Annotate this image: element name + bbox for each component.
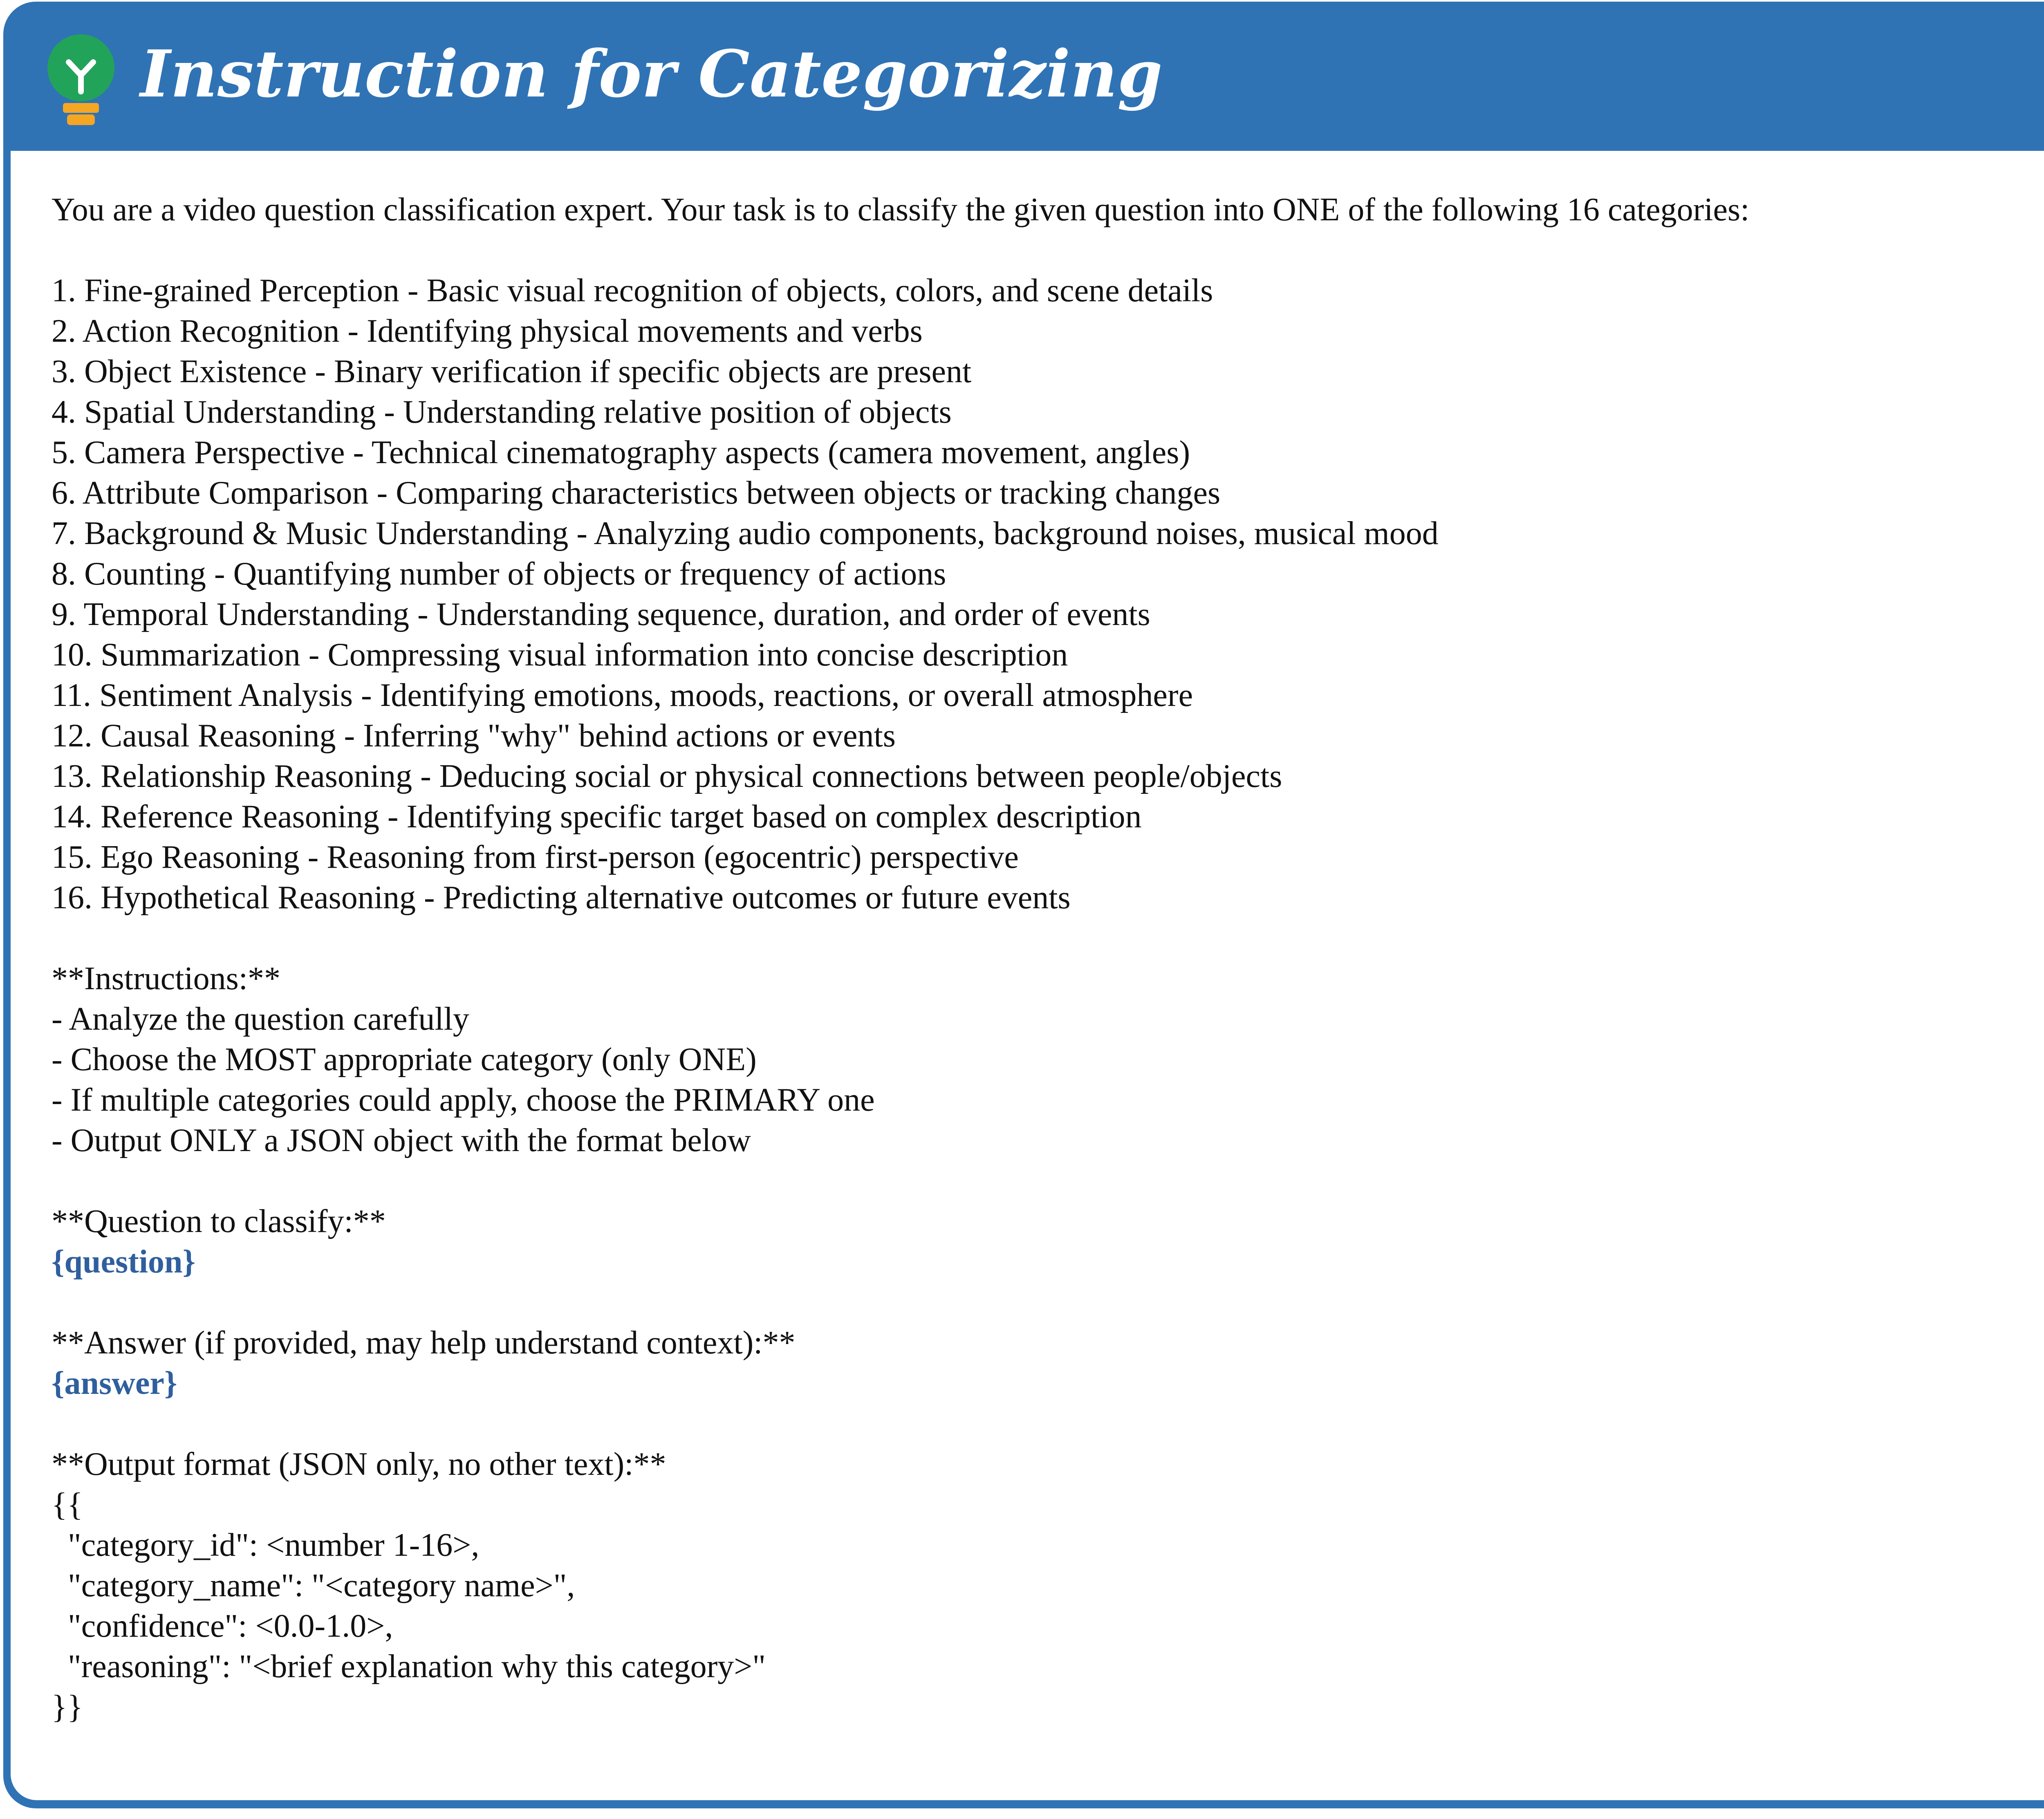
category-item: 7. Background & Music Understanding - Analyzing audio components, background noises, musical mood: [52, 515, 1439, 551]
instruction-item: - Analyze the question carefully: [52, 1001, 469, 1037]
answer-heading: **Answer (if provided, may help understand context):**: [52, 1325, 796, 1361]
category-item: 9. Temporal Understanding - Understanding sequence, duration, and order of events: [52, 596, 1150, 632]
category-item: 12. Causal Reasoning - Inferring "why" behind actions or events: [52, 718, 896, 754]
output-format-line: "confidence": <0.0-1.0>,: [52, 1608, 393, 1644]
category-item: 1. Fine-grained Perception - Basic visual recognition of objects, colors, and scene details: [52, 273, 1213, 309]
output-format-block: [52, 1485, 2044, 1727]
category-item: 6. Attribute Comparison - Comparing characteristics between objects or tracking changes: [52, 475, 1221, 511]
output-format-line: "category_name": "<category name>",: [52, 1568, 575, 1604]
card-body: [11, 151, 2044, 1800]
output-format-heading: **Output format (JSON only, no other text):**: [52, 1446, 666, 1482]
instruction-card: [3, 2, 2044, 1808]
question-placeholder: {question}: [52, 1244, 196, 1280]
intro-text: You are a video question classification expert. Your task is to classify the given question into ONE of the following 16 categories:: [52, 192, 1750, 228]
instruction-item: - Output ONLY a JSON object with the format below: [52, 1122, 751, 1158]
instructions-heading: **Instructions:**: [52, 961, 280, 997]
category-item: 3. Object Existence - Binary verification if specific objects are present: [52, 354, 972, 390]
category-item: 4. Spatial Understanding - Understanding relative position of objects: [52, 394, 952, 430]
category-item: 5. Camera Perspective - Technical cinematography aspects (camera movement, angles): [52, 435, 1190, 470]
category-item: 16. Hypothetical Reasoning - Predicting alternative outcomes or future events: [52, 880, 1071, 916]
instruction-item: - Choose the MOST appropriate category (only ONE): [52, 1042, 757, 1078]
category-list: [52, 271, 2044, 918]
answer-placeholder: {answer}: [52, 1365, 177, 1401]
output-format-line: }}: [52, 1689, 83, 1725]
sprout-lightbulb-icon: [44, 34, 118, 128]
output-format-line: {{: [52, 1487, 83, 1523]
instruction-item: - If multiple categories could apply, choose the PRIMARY one: [52, 1082, 875, 1118]
card-title: Instruction for Categorizing: [140, 36, 1163, 112]
output-format-line: "category_id": <number 1-16>,: [52, 1527, 480, 1563]
category-item: 14. Reference Reasoning - Identifying specific target based on complex description: [52, 799, 1142, 835]
category-item: 13. Relationship Reasoning - Deducing social or physical connections between people/objects: [52, 758, 1282, 794]
output-format-line: "reasoning": "<brief explanation why this category>": [52, 1649, 766, 1685]
category-item: 11. Sentiment Analysis - Identifying emotions, moods, reactions, or overall atmosphere: [52, 677, 1193, 713]
category-item: 10. Summarization - Compressing visual information into concise description: [52, 637, 1068, 673]
card-header: [3, 2, 2044, 151]
category-item: 2. Action Recognition - Identifying physical movements and verbs: [52, 313, 923, 349]
question-heading: **Question to classify:**: [52, 1203, 386, 1239]
category-item: 15. Ego Reasoning - Reasoning from first-person (egocentric) perspective: [52, 839, 1019, 875]
category-item: 8. Counting - Quantifying number of objects or frequency of actions: [52, 556, 946, 592]
